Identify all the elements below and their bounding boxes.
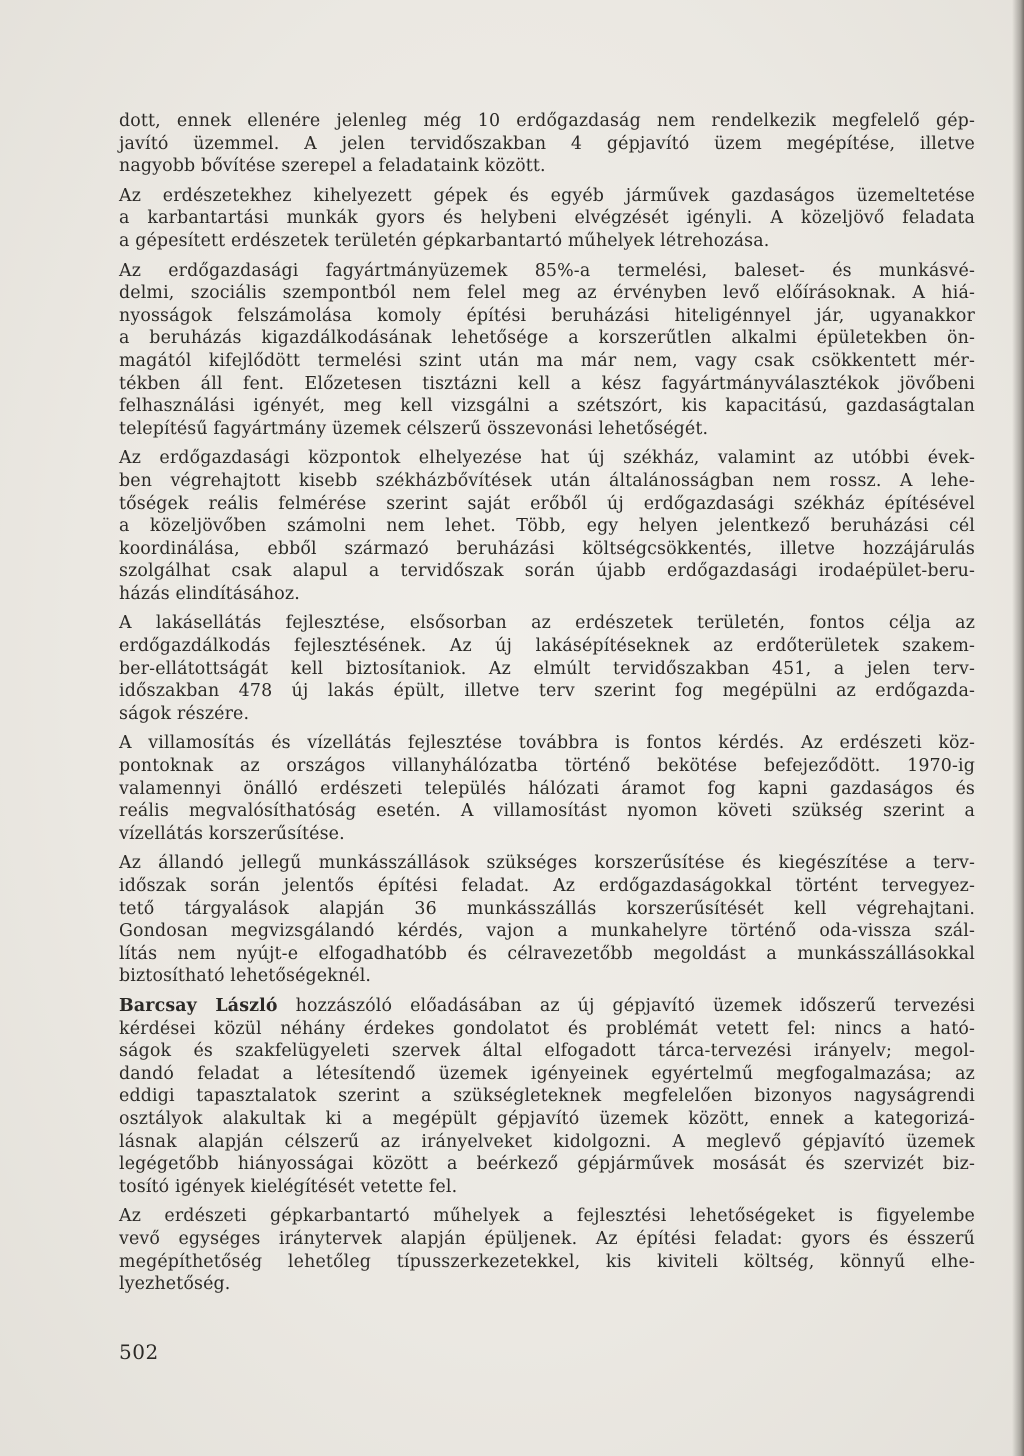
text-line: ber-ellátottságát kell biztosítaniok. Az elmúlt tervidőszakban 451, a jelen terv- [119,658,975,679]
text-line-with-speaker [119,995,975,1018]
text-line: biztosítható lehetőségeknél. [119,966,372,987]
text-line: időszak során jelentős építési feladat. Az erdőgazdaságokkal történt tervegyez- [119,876,975,896]
text-line: kérdései közül néhány érdekes gondolatot és problémát vetett fel: nincs a ható- [119,1018,975,1039]
text-line: nagyobb bővítése szerepel a feladataink között. [119,156,546,177]
text-line: pontoknak az országos villanyhálózatba történő bekötése befejeződött. 1970-ig [119,756,975,777]
text-line-rest: hozzászóló előadásában az új gépjavító üzemek időszerű tervezési [295,995,976,1016]
text-line: a karbantartási munkák gyors és helybeni elvégzését igényli. A közeljövő feladata [119,208,975,229]
page-number: 502 [119,1340,159,1364]
text-line: lítás nem nyújt-e elfogadhatóbb és célravezetőbb megoldást a munkásszállásokkal [119,943,975,964]
text-line: megépíthetőség lehetőleg típusszerkezetekkel, kis kiviteli költség, könnyű elhe- [119,1251,975,1272]
text-line: dott, ennek ellenére jelenleg még 10 erdőgazdaság nem rendelkezik megfelelő gép- [119,111,975,131]
text-line: időszakban 478 új lakás épült, illetve terv szerint fog megépülni az erdőgazda- [119,681,975,702]
text-line: A lakásellátás fejlesztése, elsősorban az erdészetek területén, fontos célja az [119,613,975,634]
text-line: dandó feladat a létesítendő üzemek igényeinek egyértelmű megfogalmazása; az [119,1063,975,1084]
text-line: ságok részére. [119,703,250,724]
text-line: Az állandó jellegű munkásszállások szükséges korszerűsítése és kiegészítése a terv- [119,853,975,874]
text-line: Az erdészetekhez kihelyezett gépek és egyéb járművek gazdaságos üzemeltetése [119,185,975,206]
text-line: Az erdőgazdasági központok elhelyezése hat új székház, valamint az utóbbi évek- [119,448,975,469]
text-line: lyezhetőség. [119,1274,231,1295]
speaker-name: Barcsay László [119,995,278,1016]
text-line: felhasználási igényét, meg kell vizsgálni a szétszórt, kis kapacitású, gazdaságtalan [119,396,975,417]
body-text [119,110,975,1296]
text-line: Az erdőgazdasági fagyártmányüzemek 85%-a termelési, baleset- és munkásvé- [119,260,975,281]
text-line: eddigi tapasztalatok szerint a szükségleteknek megfelelően bizonyos nagyságrendi [119,1086,975,1107]
text-line: magától kifejlődött termelési szint után ma már nem, vagy csak csökkentett mér- [119,350,975,371]
text-line: ben végrehajtott kisebb székházbővítések után általánosságban nem rossz. A lehe- [119,470,975,491]
text-line: lásnak alapján célszerű az irányelveket kidolgozni. A meglevő gépjavító üzemek [119,1131,975,1152]
text-line: javító üzemmel. A jelen tervidőszakban 4 gépjavító üzem megépítése, illetve [119,133,975,154]
text-line: tosító igények kielégítését vetette fel. [119,1176,458,1197]
text-line: ságok és szakfelügyeleti szervek által elfogadott tárca-tervezési irányelv; megol- [119,1041,975,1062]
text-line: a beruházás kigazdálkodásának lehetősége a korszerűtlen alkalmi épületekben ön- [119,328,975,349]
text-line: vevő egységes iránytervek alapján épüljenek. Az építési feladat: gyors és ésszerű [119,1228,975,1249]
text-line: nyosságok felszámolása komoly építési beruházási hiteligénnyel jár, ugyanakkor [119,305,975,326]
text-line: koordinálása, ebből származó beruházási költségcsökkentés, illetve hozzájárulás [119,538,975,559]
text-line: legégetőbb hiányosságai között a beérkező gépjárművek mosását és szervizét biz- [119,1154,975,1175]
text-line: erdőgazdálkodás fejlesztésének. Az új lakásépítéseknek az erdőterületek szakem- [119,636,975,657]
text-line: a gépesített erdészetek területén gépkarbantartó műhelyek létrehozása. [119,230,770,251]
text-line: tőségek reális felmérése szerint saját erőből új erdőgazdasági székház építésével [119,493,975,514]
text-line: telepítésű fagyártmány üzemek célszerű összevonási lehetőségét. [119,418,709,439]
text-line: reális megvalósíthatóság esetén. A villamosítást nyomon követi szükség szerint a [119,801,975,822]
text-line: A villamosítás és vízellátás fejlesztése továbbra is fontos kérdés. Az erdészeti köz- [119,733,975,754]
page-edge-shadow [1012,0,1024,1456]
text-line: osztályok alakultak ki a megépült gépjavító üzemek között, ennek a kategorizá- [119,1108,975,1129]
text-line: a közeljövőben számolni nem lehet. Több, egy helyen jelentkező beruházási cél [119,516,975,537]
text-line: tető tárgyalások alapján 36 munkásszállás korszerűsítését kell végrehajtani. [119,898,975,919]
text-line: vízellátás korszerűsítése. [119,823,345,844]
text-line: Az erdészeti gépkarbantartó műhelyek a fejlesztési lehetőségeket is figyelembe [119,1206,975,1227]
text-line: Gondosan megvizsgálandó kérdés, vajon a munkahelyre történő oda-vissza szál- [119,921,975,942]
text-line: szolgálhat csak alapul a tervidőszak során újabb erdőgazdasági irodaépület-beru- [119,561,975,582]
text-line: delmi, szociális szempontból nem felel meg az érvényben levő előírásoknak. A hiá- [119,283,975,304]
text-line: házás elindításához. [119,583,300,604]
text-line: tékben áll fent. Előzetesen tisztázni kell a kész fagyártmányválasztékok jövőbeni [119,373,975,394]
text-line: valamennyi önálló erdészeti település hálózati áramot fog kapni gazdaságos és [119,778,975,799]
